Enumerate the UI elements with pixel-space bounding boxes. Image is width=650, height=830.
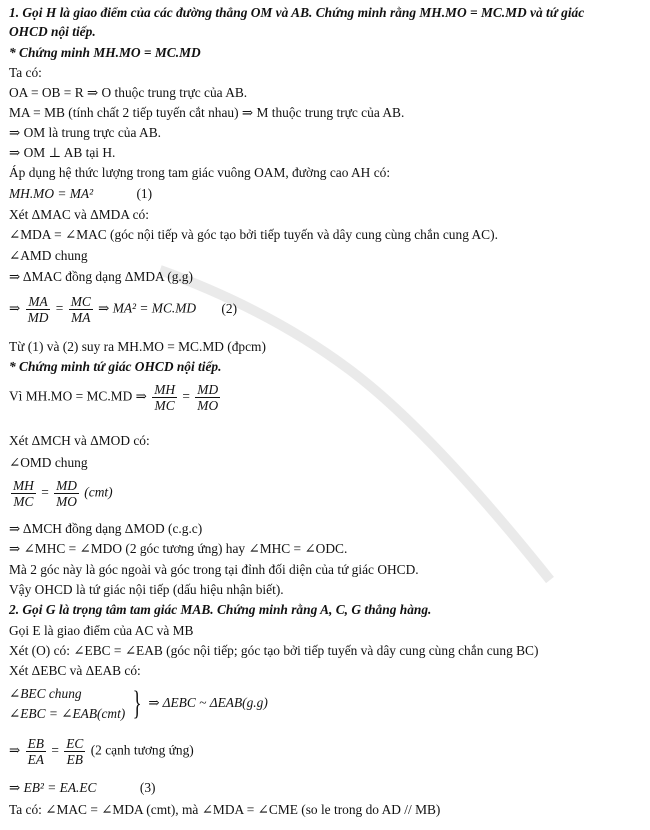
equation-text: MH.MO = MA² <box>9 186 94 201</box>
fraction: $\frac{MH}{MC}$ <box>154 382 176 413</box>
right-brace-icon: } <box>132 685 142 722</box>
equation-3: ⇒ EB² = EA.EC (3) <box>9 780 156 795</box>
text-line: ∠AMD chung <box>9 248 88 263</box>
fraction: $\frac{EC}{EB}$ <box>66 736 84 767</box>
equation-text: ⇒ MA² = MC.MD <box>98 300 197 316</box>
text-line: ∠MDA = ∠MAC (góc nội tiếp và góc tạo bởi tiếp tuyến và dây cung cùng chắn cung AC). <box>9 227 498 242</box>
section-2-title: 2. Gọi G là trọng tâm tam giác MAB. Chứng minh rằng A, C, G thẳng hàng. <box>9 602 432 617</box>
equation-1 <box>9 185 152 203</box>
text-line: Xét ΔMCH và ΔMOD có: <box>9 433 150 448</box>
system-of-conditions: ∠BEC chung ∠EBC = ∠EAB(cmt) } ⇒ ΔEBC ~ ΔEAB(g.g) <box>9 685 268 722</box>
section-1a-heading: * Chứng minh MH.MO = MC.MD <box>9 45 201 60</box>
condition-stack: ∠BEC chung ∠EBC = ∠EAB(cmt) <box>9 686 126 721</box>
text-line: Áp dụng hệ thức lượng trong tam giác vuông OAM, đường cao AH có: <box>9 165 391 180</box>
equation-2: ⇒ $\frac{MA}{MD}$ = $\frac{MC}{MA}$ ⇒ MA² = MC.MD (2) <box>9 294 238 325</box>
fraction: $\frac{MC}{MA}$ <box>70 294 91 325</box>
fraction: $\frac{MH}{MC}$ <box>13 478 34 509</box>
text-line: MA = MB (tính chất 2 tiếp tuyến cắt nhau) ⇒ M thuộc trung trực của AB. <box>9 105 405 120</box>
section-1-title-cont: OHCD nội tiếp. <box>9 24 96 39</box>
text-line: Xét ΔMAC và ΔMDA có: <box>9 207 149 222</box>
fraction: $\frac{EB}{EA}$ <box>27 736 44 767</box>
equation-ratio: Vì MH.MO = MC.MD ⇒ $\frac{MH}{MC}$ = $\frac{MD}{MO}$ <box>9 382 219 413</box>
text-line: ⇒ ∠MHC = ∠MDO (2 góc tương ứng) hay ∠MHC = ∠ODC. <box>9 541 348 556</box>
text-line: Mà 2 góc này là góc ngoài và góc trong tại đỉnh đối diện của tứ giác OHCD. <box>9 562 419 577</box>
text-line: ⇒ ΔMCH đồng dạng ΔMOD (c.g.c) <box>9 521 203 536</box>
fraction: $\frac{MD}{MO}$ <box>197 382 219 413</box>
text-line: ∠OMD chung <box>9 455 88 470</box>
equation-tag: (1) <box>136 186 153 201</box>
fraction: $\frac{MA}{MD}$ <box>27 294 49 325</box>
text-line: OA = OB = R ⇒ O thuộc trung trực của AB. <box>9 85 248 100</box>
text-line: ⇒ OM là trung trực của AB. <box>9 125 161 140</box>
equation-ratio-cmt: $\frac{MH}{MC}$ = $\frac{MD}{MO}$ (cmt) <box>13 478 113 509</box>
equation-tag: (2) <box>221 300 238 316</box>
text-line: Ta có: ∠MAC = ∠MDA (cmt), mà ∠MDA = ∠CME (so le trong do AD // MB) <box>9 802 441 817</box>
text-line: Gọi E là giao điểm của AC và MB <box>9 623 194 638</box>
fraction: $\frac{MD}{MO}$ <box>56 478 77 509</box>
text-line: ⇒ OM ⊥ AB tại H. <box>9 145 116 160</box>
text-line: Từ (1) và (2) suy ra MH.MO = MC.MD (đpcm) <box>9 339 266 354</box>
text-line: Xét ΔEBC và ΔEAB có: <box>9 663 141 678</box>
text-line: Xét (O) có: ∠EBC = ∠EAB (góc nội tiếp; góc tạo bởi tiếp tuyến và dây cung cùng chắn cung BC) <box>9 643 539 658</box>
text-line: ⇒ ΔMAC đồng dạng ΔMDA (g.g) <box>9 269 193 284</box>
section-1b-heading: * Chứng minh tứ giác OHCD nội tiếp. <box>9 359 222 374</box>
text-line: Ta có: <box>9 65 42 80</box>
equation-3-ratio: ⇒ $\frac{EB}{EA}$ = $\frac{EC}{EB}$ (2 cạnh tương ứng) <box>9 736 194 767</box>
text-line: Vậy OHCD là tứ giác nội tiếp (dấu hiệu nhận biết). <box>9 582 284 597</box>
section-1-title: 1. Gọi H là giao điểm của các đường thẳng OM và AB. Chứng minh rằng MH.MO = MC.MD và tứ giác <box>9 5 585 20</box>
